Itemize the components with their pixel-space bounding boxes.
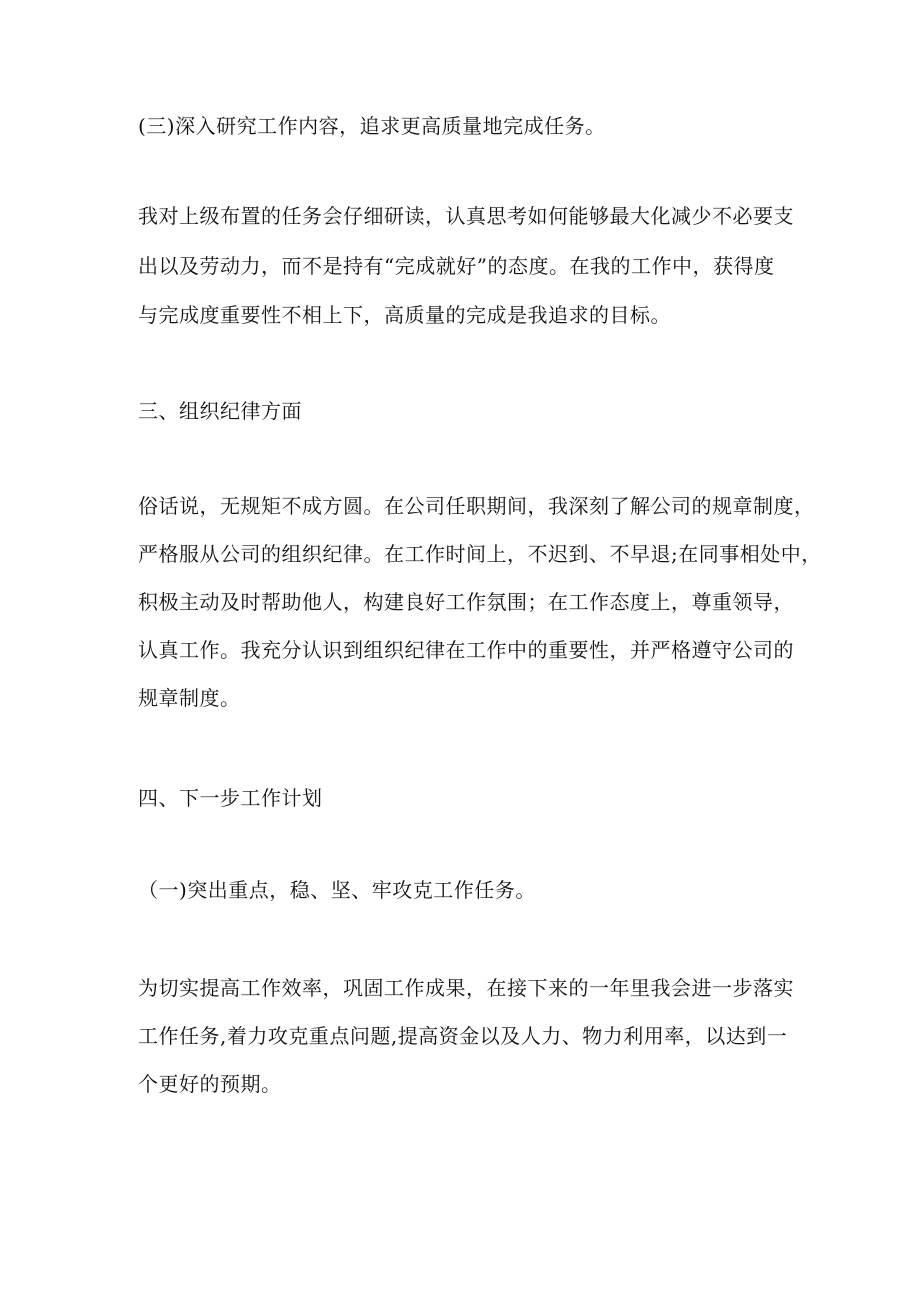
paragraph-line: 与完成度重要性不相上下，高质量的完成是我追求的目标。 (138, 303, 671, 327)
subheading-three: (三)深入研究工作内容，追求更高质量地完成任务。 (138, 114, 606, 138)
section-heading-discipline: 三、组织纪律方面 (138, 399, 302, 423)
paragraph-line: 积极主动及时帮助他人，构建良好工作氛围；在工作态度上，尊重领导， (138, 590, 794, 614)
paragraph-line: 个更好的预期。 (138, 1072, 282, 1096)
paragraph-line: 工作任务,着力攻克重点问题,提高资金以及人力、物力利用率，以达到一 (138, 1024, 788, 1048)
section-heading-next-plan: 四、下一步工作计划 (138, 786, 323, 810)
paragraph-line: 俗话说，无规矩不成方圆。在公司任职期间，我深刻了解公司的规章制度， (138, 494, 815, 518)
paragraph-line: 规章制度。 (138, 686, 241, 710)
subheading-one: （一)突出重点，稳、坚、牢攻克工作任务。 (138, 878, 536, 902)
paragraph-line: 我对上级布置的任务会仔细研读，认真思考如何能够最大化减少不必要支 (138, 204, 794, 228)
paragraph-line: 认真工作。我充分认识到组织纪律在工作中的重要性，并严格遵守公司的 (138, 638, 794, 662)
paragraph-line: 出以及劳动力，而不是持有“完成就好”的态度。在我的工作中，获得度 (138, 254, 775, 278)
paragraph-line: 为切实提高工作效率，巩固工作成果，在接下来的一年里我会进一步落实 (138, 976, 794, 1000)
paragraph-line: 严格服从公司的组织纪律。在工作时间上，不迟到、不早退;在同事相处中， (138, 542, 822, 566)
